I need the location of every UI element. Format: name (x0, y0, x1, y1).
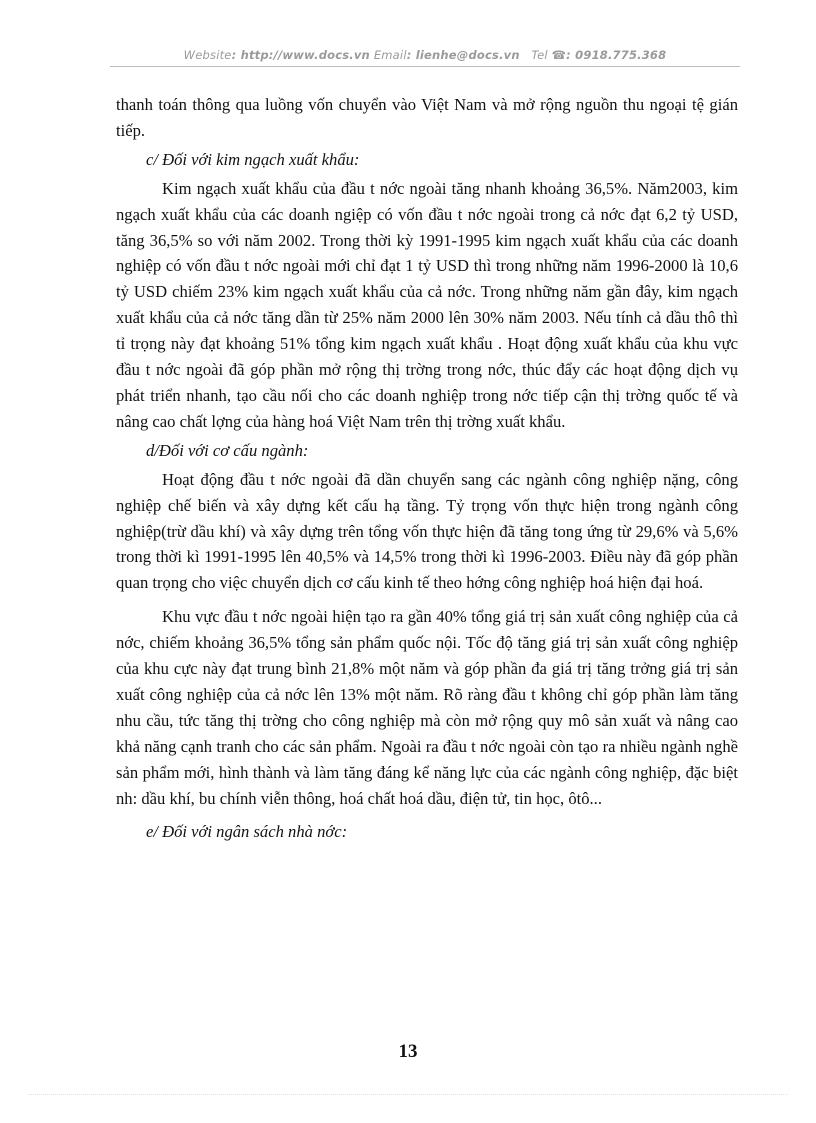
document-body (116, 92, 738, 848)
tel-label: Tel (531, 48, 548, 62)
section-heading-export: c/ Đối với kim ngạch xuất khẩu: (146, 149, 360, 169)
paragraph-industry-shift: Hoạt động đầu t nớc ngoài đã dần chuyển sang các ngành công nghiệp nặng, công nghiệp chế biến và xây dựng kết cấu hạ tầng. Tỷ trọng vốn thực hiện trong ngành công nghiệp(trừ dầu khí) và xây dựng trên tổng vốn thực hiện đã tăng tong ứng từ 29,6% và 5,6% trong thời kì 1991-1995 lên 40,5% và 14,5% trong thời kì 1996-2003. Điều này đã góp phần quan trọng cho việc chuyển dịch cơ cấu kinh tế theo hớng công nghiệp hoá hiện đại hoá. (116, 469, 738, 593)
paragraph-continuation: thanh toán thông qua luồng vốn chuyển vào Việt Nam và mở rộng nguồn thu ngoại tệ gián tiếp. (116, 95, 738, 140)
section-heading-industry-structure: d/Đối với cơ cấu ngành: (146, 440, 309, 460)
website-label: Website (183, 48, 232, 62)
paragraph-export-turnover: Kim ngạch xuất khẩu của đầu t nớc ngoài tăng nhanh khoảng 36,5%. Năm2003, kim ngạch xuất khẩu của các doanh ngiệp có vốn đầu t nớc ngoài trong cả nớc đạt 6,2 tỷ USD, tăng 36,5% so với năm 2002. Trong thời kỳ 1991-1995 kim ngạch xuất khẩu của các doanh nghiệp có vốn đầu t nớc ngoài mới chỉ đạt 1 tỷ USD thì trong những năm 1996-2000 là 10,6 tỷ USD chiếm 23% kim ngạch xuất khẩu của cả nớc. Trong những năm gần đây, kim ngạch xuất khẩu của cả nớc tăng dần từ 25% năm 2000 lên 30% năm 2003. Nếu tính cả dầu thô thì tỉ trọng này đạt khoảng 51% tổng kim ngạch xuất khẩu . Hoạt động xuất khẩu của khu vực đầu t nớc ngoài đã góp phần mở rộng thị trờng trong nớc, thúc đẩy các hoạt động dịch vụ phát triển nhanh, tạo cầu nối cho các doanh nghiệp trong nớc tiếp cận thị trờng quốc tế và nâng cao chất lợng của hàng hoá Việt Nam trên thị trờng xuất khẩu. (116, 178, 738, 431)
email-address[interactable]: : lienhe@docs.vn (406, 48, 520, 62)
footer-divider (28, 1094, 788, 1095)
email-label: Email (373, 48, 407, 62)
paragraph-industrial-output: Khu vực đầu t nớc ngoài hiện tạo ra gần 40% tổng giá trị sản xuất công nghiệp của cả nớc, chiếm khoảng 36,5% tổng sản phẩm quốc nội. Tốc độ tăng giá trị sản xuất công nghiệp của khu cực này đạt trung bình 21,8% một năm và góp phần đa giá trị tăng trởng giá trị sản xuất công nghiệp của cả nớc lên 13% một năm. Rõ ràng đầu t không chỉ góp phần làm tăng nhu cầu, tức tăng thị trờng cho công nghiệp mà còn mở rộng quy mô sản xuất và nâng cao khả năng cạnh tranh cho các sản phẩm. Ngoài ra đầu t nớc ngoài còn tạo ra nhiều ngành nghề sản phẩm mới, hình thành và làm tăng đáng kể năng lực của các ngành công nghiệp, đặc biệt nh: dầu khí, bu chính viễn thông, hoá chất hoá dầu, điện tử, tin học, ôtô... (116, 607, 738, 808)
page-number: 13 (398, 1041, 418, 1062)
phone-number: ☎: 0918.775.368 (551, 48, 667, 62)
website-url[interactable]: : http://www.docs.vn (231, 48, 370, 62)
section-heading-state-budget: e/ Đối với ngân sách nhà nớc: (146, 822, 348, 842)
header-divider (110, 66, 740, 67)
page-header (110, 48, 740, 62)
